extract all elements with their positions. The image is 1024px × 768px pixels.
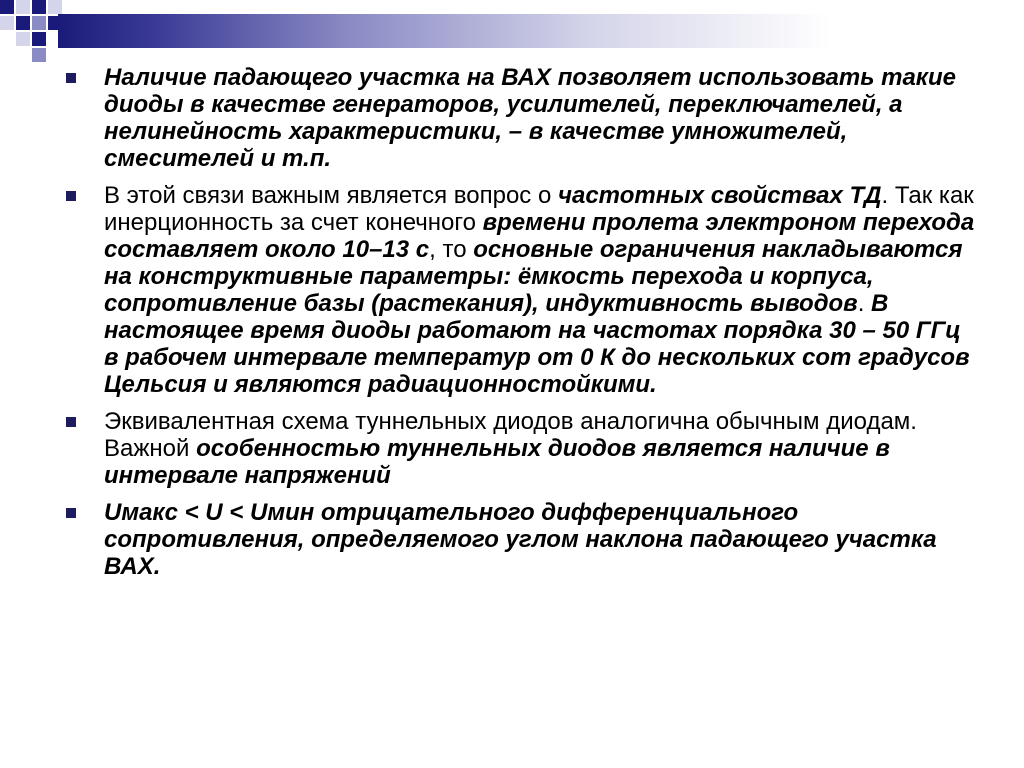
decor-square-9 [16,32,30,46]
header-gradient-bar [58,14,1024,48]
decor-square-7 [32,16,46,30]
square-bullet-icon [66,73,76,83]
decor-square-2 [16,0,30,14]
text-segment: особенностью туннельных диодов является наличие в интервале напряжений [104,435,890,489]
text-segment: Uмакс < U < Uмин отрицательного дифференциального сопротивления, определяемого углом наклона падающего участка ВАХ. [104,499,937,580]
text-segment: . Так как инерционность за счет конечного [104,182,974,236]
bullet-item-2 [60,182,980,398]
text-segment: . [857,290,872,317]
decor-square-6 [16,16,30,30]
decor-square-1 [0,0,14,14]
square-bullet-icon [66,417,76,427]
text-segment: , то [429,236,474,263]
text-segment: В этой связи важным является вопрос о [104,182,558,209]
bullet-text [104,408,917,489]
decor-square-11 [32,48,46,62]
text-segment: В настоящее время диоды работают на частотах порядка 30 – 50 ГГц в рабочем интервале температур от 0 К до нескольких сот градусов Цельсия и являются радиационностойкими. [104,290,970,398]
square-bullet-icon [66,191,76,201]
slide-body [60,64,980,590]
text-segment: Эквивалентная схема туннельных диодов аналогична обычным диодам. Важной [104,408,917,462]
slide-header-decoration [0,0,1024,64]
decor-square-4 [48,0,62,14]
text-segment: частотных свойствах ТД [557,182,882,209]
bullet-item-4 [60,499,980,580]
text-segment: Наличие падающего участка на ВАХ позволяет использовать такие диоды в качестве генераторов, усилителей, переключателей, а нелинейность характеристики, – в качестве умножителей, смесителей и т.п. [104,64,956,172]
decor-square-10 [32,32,46,46]
bullet-text [104,64,956,172]
decor-square-5 [0,16,14,30]
text-segment: времени пролета электроном перехода составляет около 10–13 с [104,209,975,263]
text-segment: основные ограничения накладываются на конструктивные параметры: ёмкость перехода и корпуса, сопротивление базы (растекания), индуктивность выводов [104,236,963,317]
bullet-text [104,182,974,398]
bullet-item-1 [60,64,980,172]
bullet-text [104,499,937,580]
decor-square-3 [32,0,46,14]
bullet-item-3 [60,408,980,489]
square-bullet-icon [66,508,76,518]
